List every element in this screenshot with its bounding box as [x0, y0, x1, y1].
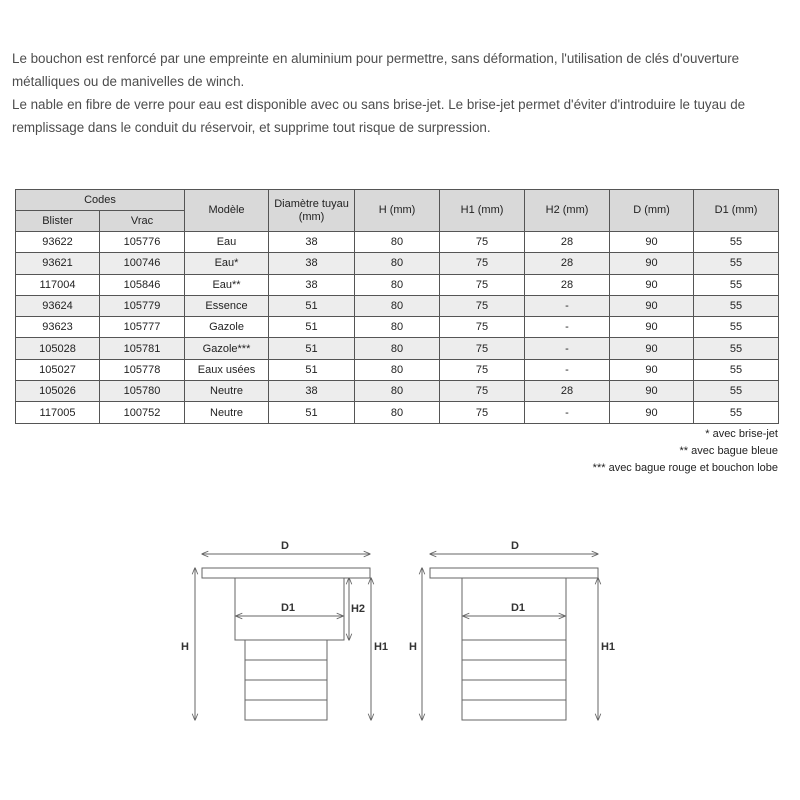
cell-h: 80	[355, 232, 440, 253]
diagram-right	[422, 554, 598, 720]
table-row	[16, 381, 779, 402]
cell-h: 80	[355, 402, 440, 423]
cell-h: 80	[355, 381, 440, 402]
cell-vrac: 100752	[100, 402, 185, 423]
cell-vrac: 105778	[100, 359, 185, 380]
table-row	[16, 402, 779, 423]
cell-modele: Essence	[185, 295, 269, 316]
header-blister: Blister	[16, 211, 100, 232]
cap-flange-right	[430, 568, 598, 578]
cell-diametre: 51	[269, 359, 355, 380]
label-h2-left: H2	[350, 603, 366, 615]
header-h: H (mm)	[355, 190, 440, 232]
cell-d: 90	[610, 359, 694, 380]
cell-h: 80	[355, 359, 440, 380]
cell-h: 80	[355, 253, 440, 274]
cell-h1: 75	[440, 381, 525, 402]
footnotes	[593, 426, 778, 477]
cell-h2: 28	[525, 253, 610, 274]
cell-modele: Eaux usées	[185, 359, 269, 380]
label-h-left: H	[181, 641, 189, 653]
diagram-left	[195, 554, 371, 720]
cell-h: 80	[355, 338, 440, 359]
cell-d: 90	[610, 381, 694, 402]
label-h-right: H	[409, 641, 417, 653]
cell-d1: 55	[694, 253, 779, 274]
label-h1-left: H1	[373, 641, 389, 653]
cell-d: 90	[610, 295, 694, 316]
cell-diametre: 51	[269, 295, 355, 316]
cell-h1: 75	[440, 402, 525, 423]
cell-h2: -	[525, 295, 610, 316]
label-d-left: D	[281, 540, 289, 552]
cell-h2: -	[525, 359, 610, 380]
table-row	[16, 295, 779, 316]
cell-d1: 55	[694, 232, 779, 253]
cell-h2: 28	[525, 232, 610, 253]
cell-modele: Neutre	[185, 381, 269, 402]
neck-body-right	[462, 578, 566, 720]
cell-d1: 55	[694, 274, 779, 295]
specifications-table	[15, 189, 779, 424]
table-row	[16, 253, 779, 274]
cell-vrac: 105779	[100, 295, 185, 316]
dimension-diagrams	[0, 530, 800, 730]
cell-diametre: 51	[269, 317, 355, 338]
cell-vrac: 105776	[100, 232, 185, 253]
cell-h1: 75	[440, 359, 525, 380]
cell-vrac: 105781	[100, 338, 185, 359]
cell-diametre: 51	[269, 402, 355, 423]
cell-h2: -	[525, 338, 610, 359]
cell-blister: 105028	[16, 338, 100, 359]
cell-vrac: 105777	[100, 317, 185, 338]
cell-d: 90	[610, 402, 694, 423]
cell-diametre: 38	[269, 274, 355, 295]
cell-blister: 93622	[16, 232, 100, 253]
cell-vrac: 105846	[100, 274, 185, 295]
table-row	[16, 274, 779, 295]
cell-h2: 28	[525, 381, 610, 402]
cell-h1: 75	[440, 232, 525, 253]
table-row	[16, 317, 779, 338]
cell-blister: 117004	[16, 274, 100, 295]
cell-modele: Eau**	[185, 274, 269, 295]
cell-d: 90	[610, 253, 694, 274]
cell-h1: 75	[440, 295, 525, 316]
cell-modele: Gazole	[185, 317, 269, 338]
header-h1: H1 (mm)	[440, 190, 525, 232]
footnote-3: *** avec bague rouge et bouchon lobe	[592, 462, 778, 474]
cell-h2: -	[525, 402, 610, 423]
header-modele: Modèle	[185, 190, 269, 232]
cell-blister: 105027	[16, 359, 100, 380]
cell-blister: 105026	[16, 381, 100, 402]
cell-modele: Eau*	[185, 253, 269, 274]
table-row	[16, 232, 779, 253]
footnote-1: * avec brise-jet	[705, 428, 778, 440]
cell-d: 90	[610, 274, 694, 295]
cell-vrac: 105780	[100, 381, 185, 402]
cell-h: 80	[355, 295, 440, 316]
cell-d1: 55	[694, 359, 779, 380]
cell-d1: 55	[694, 338, 779, 359]
cell-h2: 28	[525, 274, 610, 295]
label-d1-right: D1	[510, 602, 526, 614]
cell-d: 90	[610, 317, 694, 338]
header-codes: Codes	[16, 190, 185, 211]
cap-flange	[202, 568, 370, 578]
label-d1-left: D1	[280, 602, 296, 614]
cell-d1: 55	[694, 402, 779, 423]
header-d1: D1 (mm)	[694, 190, 779, 232]
cell-h1: 75	[440, 338, 525, 359]
cell-modele: Neutre	[185, 402, 269, 423]
cell-h1: 75	[440, 253, 525, 274]
header-vrac: Vrac	[100, 211, 185, 232]
cell-d1: 55	[694, 295, 779, 316]
cell-d: 90	[610, 232, 694, 253]
cell-blister: 93621	[16, 253, 100, 274]
cell-modele: Eau	[185, 232, 269, 253]
cell-diametre: 38	[269, 381, 355, 402]
cell-vrac: 100746	[100, 253, 185, 274]
cell-h1: 75	[440, 274, 525, 295]
cell-d1: 55	[694, 381, 779, 402]
header-d: D (mm)	[610, 190, 694, 232]
cell-h1: 75	[440, 317, 525, 338]
cell-blister: 93624	[16, 295, 100, 316]
intro-paragraph-2: Le nable en fibre de verre pour eau est disponible avec ou sans brise-jet. Le brise-jet permet d'éviter d'introduire le tuyau de remplissage dans le conduit du réservoir, et supprime tout risque de surpression.	[12, 97, 746, 135]
cell-diametre: 51	[269, 338, 355, 359]
intro-paragraph-1: Le bouchon est renforcé par une empreinte en aluminium pour permettre, sans déformation, l'utilisation de clés d'ouverture métalliques ou de manivelles de winch.	[12, 51, 740, 89]
table-row	[16, 359, 779, 380]
cell-modele: Gazole***	[185, 338, 269, 359]
cell-h: 80	[355, 274, 440, 295]
cell-blister: 93623	[16, 317, 100, 338]
label-h1-right: H1	[600, 641, 616, 653]
cell-d: 90	[610, 338, 694, 359]
cell-h2: -	[525, 317, 610, 338]
cell-h: 80	[355, 317, 440, 338]
cell-d1: 55	[694, 317, 779, 338]
table-row	[16, 338, 779, 359]
cell-diametre: 38	[269, 232, 355, 253]
intro-text	[12, 47, 792, 139]
cell-blister: 117005	[16, 402, 100, 423]
header-h2: H2 (mm)	[525, 190, 610, 232]
label-d-right: D	[511, 540, 519, 552]
footnote-2: ** avec bague bleue	[679, 445, 778, 457]
header-diametre: Diamètre tuyau (mm)	[269, 190, 355, 232]
cell-diametre: 38	[269, 253, 355, 274]
